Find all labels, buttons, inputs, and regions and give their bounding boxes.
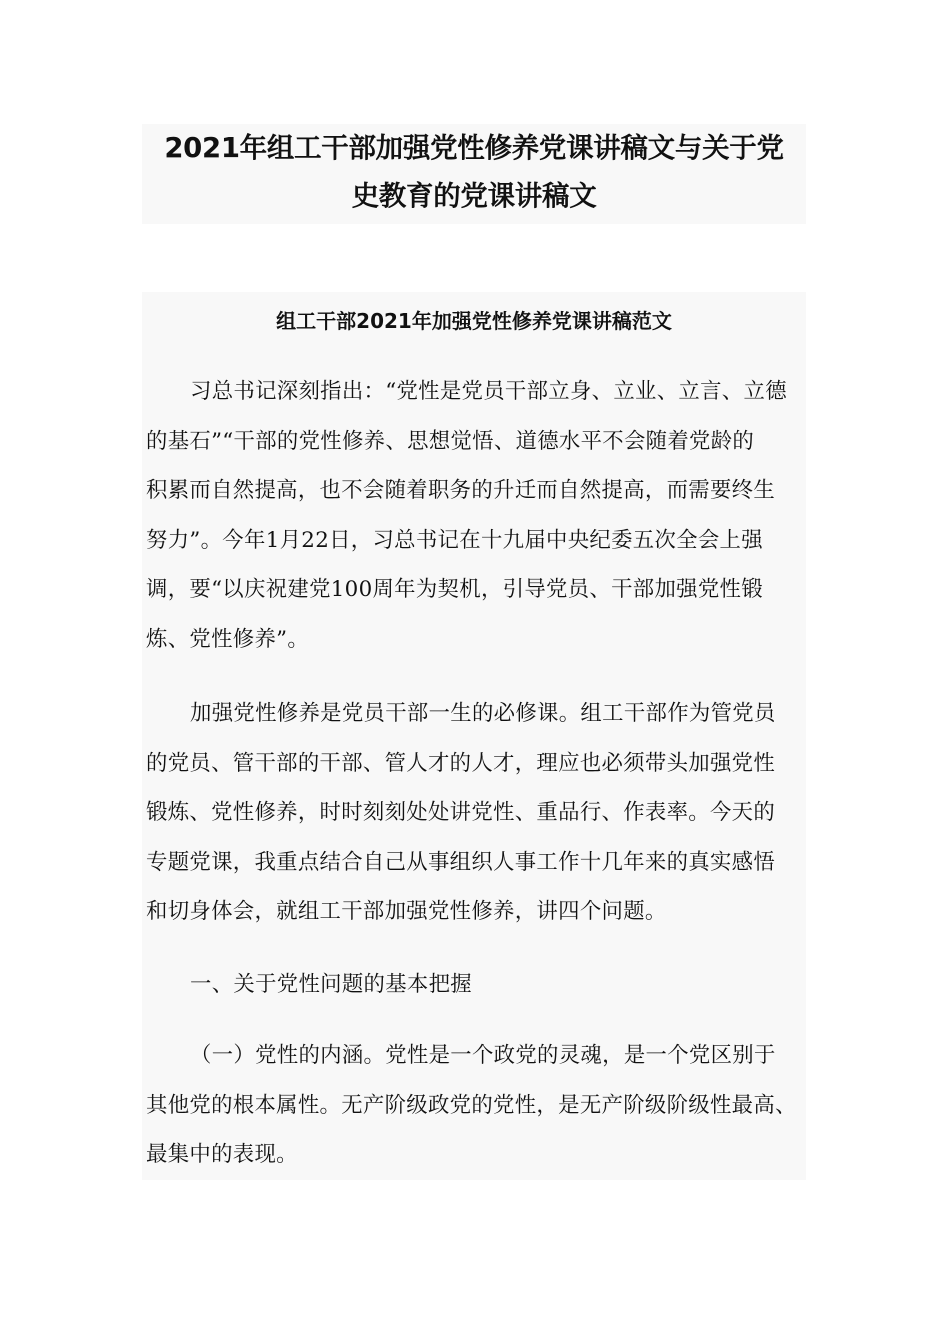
paragraph-line: 其他党的根本属性。无产阶级政党的党性，是无产阶级阶级性最高、	[146, 1092, 797, 1118]
paragraph-line: 锻炼、党性修养，时时刻刻处处讲党性、重品行、作表率。今天的	[146, 800, 776, 825]
paragraph-2	[146, 689, 776, 937]
paragraph-1	[146, 367, 787, 664]
paragraph-line: （一）党性的内涵。党性是一个政党的灵魂，是一个党区别于	[190, 1043, 776, 1068]
paragraph-line: 炼、党性修养”。	[146, 626, 310, 652]
section-heading-line: 一、关于党性问题的基本把握	[190, 972, 472, 997]
document-title	[142, 124, 806, 220]
document-title-line: 史教育的党课讲稿文	[351, 180, 597, 212]
paragraph-line: 积累而自然提高，也不会随着职务的升迁而自然提高，而需要终生	[146, 478, 776, 503]
paragraph-line: 加强党性修养是党员干部一生的必修课。组工干部作为管党员	[190, 701, 776, 726]
section-heading-1	[146, 960, 472, 1010]
paragraph-line: 调，要“以庆祝建党100周年为契机，引导党员、干部加强党性锻	[146, 577, 763, 602]
document-title-line: 2021年组工干部加强党性修养党课讲稿文与关于党	[164, 132, 784, 164]
paragraph-line: 专题党课，我重点结合自己从事组织人事工作十几年来的真实感悟	[146, 849, 776, 875]
paragraph-line: 的党员、管干部的干部、管人才的人才，理应也必须带头加强党性	[146, 750, 776, 776]
paragraph-line: 习总书记深刻指出：“党性是党员干部立身、立业、立言、立德	[190, 379, 787, 404]
paragraph-line: 努力”。今年1月22日，习总书记在十九届中央纪委五次全会上强	[146, 527, 763, 553]
section-subtitle: 组工干部2021年加强党性修养党课讲稿范文	[276, 309, 672, 333]
paragraph-line: 的基石”“干部的党性修养、思想觉悟、道德水平不会随着党龄的	[146, 428, 755, 454]
paragraph-line: 和切身体会，就组工干部加强党性修养，讲四个问题。	[146, 899, 667, 924]
paragraph-line: 最集中的表现。	[146, 1142, 298, 1167]
paragraph-3	[146, 1031, 797, 1180]
